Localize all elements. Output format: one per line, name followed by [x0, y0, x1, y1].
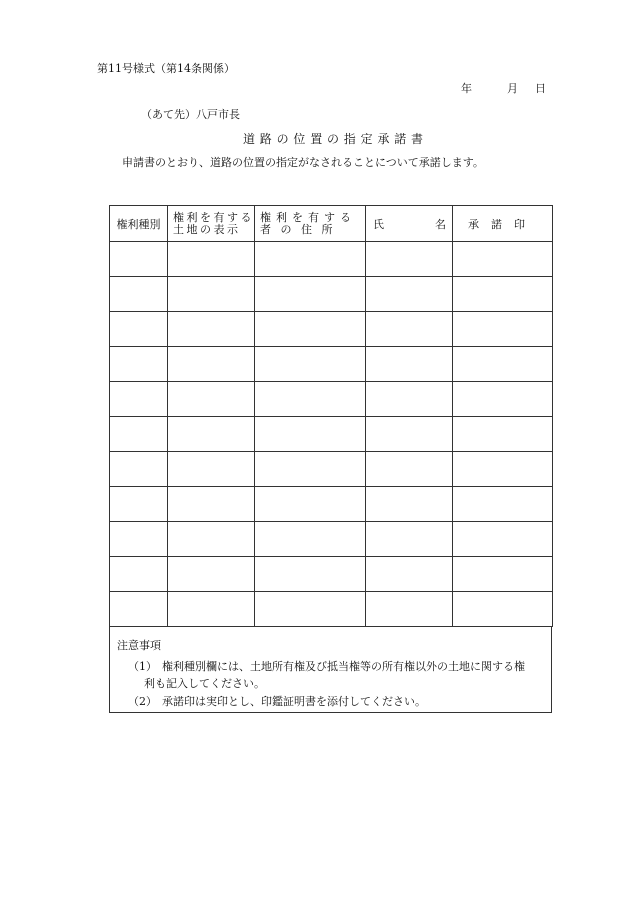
- cell-name[interactable]: [366, 487, 453, 522]
- cell-right-type[interactable]: [110, 347, 168, 382]
- note-item-1: [128, 658, 525, 674]
- cell-land[interactable]: [168, 417, 255, 452]
- table-row: [110, 522, 553, 557]
- date-month-label: 月: [507, 82, 518, 95]
- form-number: 第11号様式（第14条関係）: [97, 62, 235, 75]
- cell-land[interactable]: [168, 312, 255, 347]
- column-header-address-line2: 者 の 住 所: [260, 222, 336, 236]
- cell-right-type[interactable]: [110, 312, 168, 347]
- note-item-2: [128, 693, 426, 709]
- cell-land[interactable]: [168, 277, 255, 312]
- table-row: [110, 557, 553, 592]
- cell-seal[interactable]: [453, 592, 553, 627]
- cell-right-type[interactable]: [110, 382, 168, 417]
- cell-right-type[interactable]: [110, 522, 168, 557]
- cell-address[interactable]: [255, 242, 366, 277]
- cell-name[interactable]: [366, 347, 453, 382]
- cell-right-type[interactable]: [110, 557, 168, 592]
- consent-table: [109, 205, 553, 627]
- cell-address[interactable]: [255, 452, 366, 487]
- cell-right-type[interactable]: [110, 277, 168, 312]
- column-header-address-line1: 権利を有する: [260, 210, 356, 224]
- cell-name[interactable]: [366, 312, 453, 347]
- cell-name[interactable]: [366, 452, 453, 487]
- column-header-consent-seal: 承諾印: [453, 206, 553, 242]
- table-row: [110, 452, 553, 487]
- cell-name[interactable]: [366, 277, 453, 312]
- cell-address[interactable]: [255, 592, 366, 627]
- cell-seal[interactable]: [453, 417, 553, 452]
- cell-land[interactable]: [168, 522, 255, 557]
- cell-seal[interactable]: [453, 452, 553, 487]
- cell-address[interactable]: [255, 347, 366, 382]
- cell-address[interactable]: [255, 417, 366, 452]
- note-text: 承諾印は実印とし、印鑑証明書を添付してください。: [162, 695, 426, 708]
- cell-name[interactable]: [366, 417, 453, 452]
- column-header-land-line1: 権利を有する: [173, 210, 254, 224]
- cell-land[interactable]: [168, 592, 255, 627]
- note-item-1-continued: 利も記入してください。: [144, 677, 265, 690]
- cell-land[interactable]: [168, 557, 255, 592]
- cell-name[interactable]: [366, 242, 453, 277]
- cell-address[interactable]: [255, 487, 366, 522]
- cell-seal[interactable]: [453, 347, 553, 382]
- column-header-name-first: 氏: [373, 217, 384, 231]
- table-row: [110, 382, 553, 417]
- cell-seal[interactable]: [453, 487, 553, 522]
- cell-address[interactable]: [255, 277, 366, 312]
- cell-seal[interactable]: [453, 312, 553, 347]
- cell-seal[interactable]: [453, 277, 553, 312]
- date-day-label: 日: [535, 82, 546, 95]
- cell-address[interactable]: [255, 522, 366, 557]
- cell-seal[interactable]: [453, 382, 553, 417]
- cell-name[interactable]: [366, 382, 453, 417]
- cell-name[interactable]: [366, 557, 453, 592]
- table-row: [110, 487, 553, 522]
- cell-land[interactable]: [168, 382, 255, 417]
- cell-right-type[interactable]: [110, 242, 168, 277]
- cell-land[interactable]: [168, 347, 255, 382]
- notes-title: 注意事項: [117, 639, 161, 652]
- column-header-land-line2: 土地の表示: [173, 222, 241, 236]
- note-number: （2）: [128, 695, 157, 708]
- cell-seal[interactable]: [453, 242, 553, 277]
- date-line: [461, 80, 546, 96]
- note-number: （1）: [128, 660, 157, 673]
- table-row: [110, 277, 553, 312]
- cell-name[interactable]: [366, 592, 453, 627]
- cell-name[interactable]: [366, 522, 453, 557]
- addressee: （あて先）八戸市長: [141, 108, 240, 121]
- table-row: [110, 242, 553, 277]
- cell-right-type[interactable]: [110, 452, 168, 487]
- table-row: [110, 417, 553, 452]
- date-year-label: 年: [461, 82, 472, 95]
- notes-box: [109, 627, 552, 713]
- document-title: 道路の位置の指定承諾書: [243, 132, 428, 146]
- column-header-name: [366, 206, 453, 242]
- column-header-holder-address: [255, 206, 366, 242]
- note-text: 権利種別欄には、土地所有権及び抵当権等の所有権以外の土地に関する権: [162, 660, 525, 673]
- cell-land[interactable]: [168, 487, 255, 522]
- cell-right-type[interactable]: [110, 487, 168, 522]
- cell-seal[interactable]: [453, 557, 553, 592]
- table-row: [110, 347, 553, 382]
- cell-land[interactable]: [168, 242, 255, 277]
- cell-right-type[interactable]: [110, 592, 168, 627]
- column-header-right-type: 権利種別: [110, 206, 168, 242]
- cell-address[interactable]: [255, 312, 366, 347]
- table-row: [110, 312, 553, 347]
- table-row: [110, 592, 553, 627]
- cell-address[interactable]: [255, 557, 366, 592]
- consent-statement: 申請書のとおり、道路の位置の指定がなされることについて承諾します。: [122, 156, 484, 169]
- column-header-name-second: 名: [435, 217, 446, 231]
- table-header-row: [110, 206, 553, 242]
- cell-right-type[interactable]: [110, 417, 168, 452]
- cell-land[interactable]: [168, 452, 255, 487]
- cell-seal[interactable]: [453, 522, 553, 557]
- column-header-land-description: [168, 206, 255, 242]
- cell-address[interactable]: [255, 382, 366, 417]
